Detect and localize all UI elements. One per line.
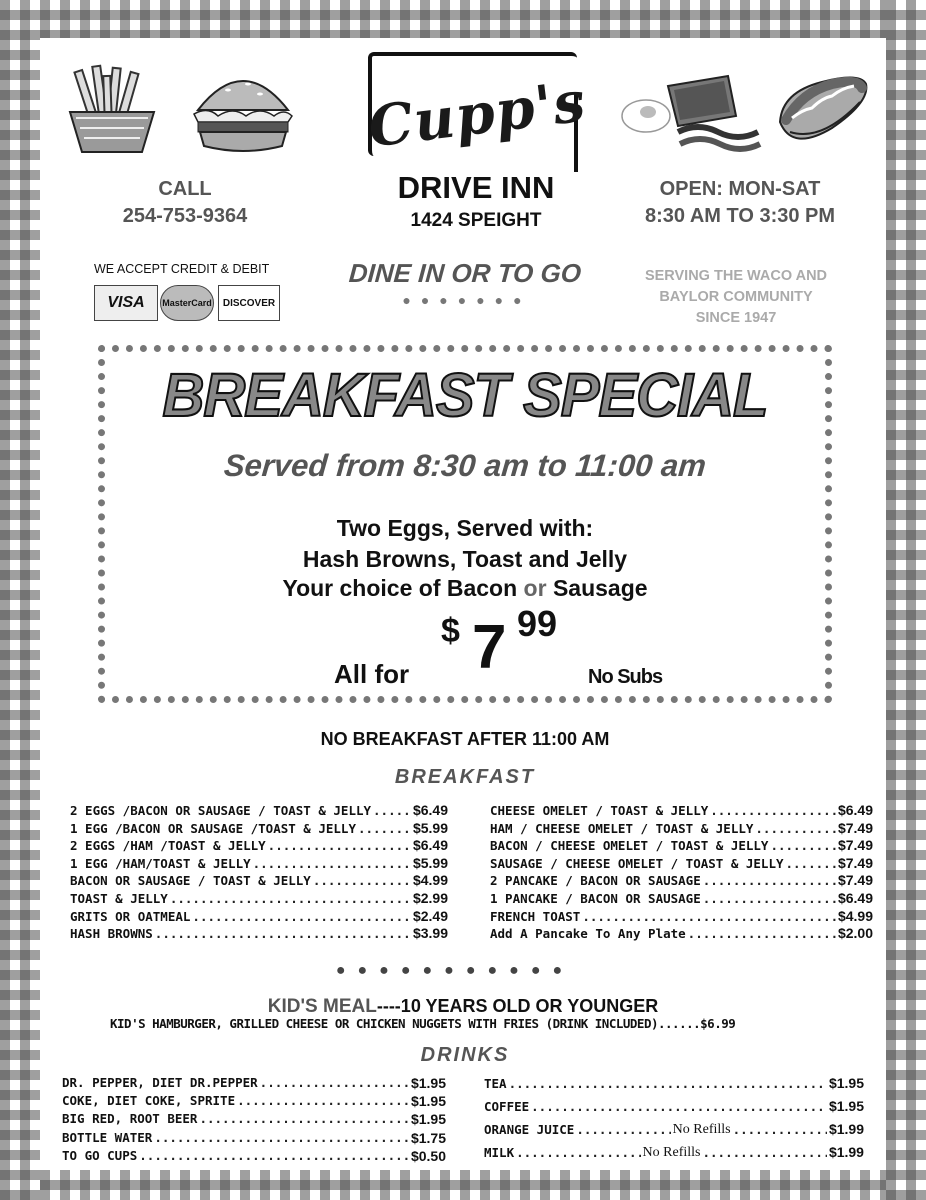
menu-item-name: TOAST & JELLY	[70, 890, 168, 906]
special-line-3: Your choice of Bacon or Sausage	[282, 575, 648, 601]
menu-item-price: $1.95	[410, 1075, 446, 1091]
dot-leader	[688, 925, 836, 943]
menu-item-name: BACON / CHEESE OMELET / TOAST & JELLY	[490, 838, 769, 854]
breakfast-list-left	[70, 802, 448, 943]
menu-item-name: CHEESE OMELET / TOAST & JELLY	[490, 803, 709, 818]
menu-item-name: GRITS OR OATMEAL	[70, 908, 191, 924]
dot-leader	[531, 1095, 827, 1118]
dot-leader	[770, 837, 836, 855]
menu-item-price: $1.95	[828, 1075, 864, 1091]
menu-item-name: 2 EGGS /HAM /TOAST & JELLY	[70, 838, 266, 854]
dot-leader	[576, 1118, 670, 1141]
dot-leader	[155, 925, 411, 943]
menu-row	[70, 855, 448, 873]
menu-item-name: COKE, DIET COKE, SPRITE	[62, 1093, 236, 1109]
menu-item-name: TO GO CUPS	[62, 1147, 138, 1163]
menu-item-price: $5.99	[412, 819, 448, 836]
special-line-2: Hash Browns, Toast and Jelly	[302, 546, 628, 572]
menu-row	[62, 1110, 446, 1128]
kids-meal-title: KID'S MEAL----10 YEARS OLD OR YOUNGER	[267, 996, 659, 1017]
menu-row	[484, 1141, 864, 1164]
menu-row	[62, 1074, 446, 1092]
open-hours: 8:30 AM TO 3:30 PM	[644, 205, 836, 227]
menu-item-price: $3.99	[412, 925, 448, 942]
dot-leader	[703, 1141, 827, 1164]
dot-leader	[582, 908, 836, 926]
menu-item-price: $1.95	[410, 1111, 446, 1128]
drinks-list-right	[484, 1072, 864, 1164]
dot-divider: ●●●●●●●	[402, 292, 532, 308]
menu-item-name: TEA	[484, 1076, 507, 1091]
dot-leader	[154, 1129, 409, 1147]
menu-item-name: HAM / CHEESE OMELET / TOAST & JELLY	[490, 820, 754, 836]
menu-item-name: BIG RED, ROOT BEER	[62, 1111, 198, 1127]
dot-leader	[755, 820, 836, 838]
all-for-label: All for	[334, 659, 410, 689]
menu-item-name: 1 EGG /BACON OR SAUSAGE /TOAST & JELLY	[70, 820, 356, 836]
dot-leader	[703, 872, 836, 890]
menu-item-name: 1 EGG /HAM/TOAST & JELLY	[70, 855, 251, 871]
dot-leader	[268, 837, 411, 855]
special-price-whole: 7	[472, 613, 507, 682]
hotdog-icon	[772, 62, 872, 162]
menu-item-price: $1.95	[410, 1093, 446, 1110]
menu-row	[484, 1118, 864, 1141]
menu-item-name: SAUSAGE / CHEESE OMELET / TOAST & JELLY	[490, 855, 784, 871]
menu-row	[62, 1092, 446, 1110]
menu-item-name: MILK	[484, 1145, 515, 1160]
checkered-border-left	[0, 0, 40, 1200]
menu-item-price: $1.75	[410, 1129, 446, 1146]
menu-item-price: $2.99	[412, 889, 448, 906]
menu-item-price: $1.99	[828, 1121, 864, 1137]
menu-row	[70, 890, 448, 908]
menu-item-price: $7.49	[837, 854, 873, 871]
menu-row	[70, 802, 448, 820]
menu-row	[62, 1147, 446, 1165]
dot-leader	[509, 1072, 827, 1095]
menu-item-price: $2.49	[412, 907, 448, 924]
menu-item-price: $0.50	[410, 1147, 446, 1164]
menu-row	[490, 872, 873, 890]
dot-leader	[170, 890, 411, 908]
menu-item-name: BACON OR SAUSAGE / TOAST & JELLY	[70, 873, 311, 889]
menu-item-price: $2.00	[837, 925, 873, 942]
dot-leader	[237, 1092, 409, 1110]
menu-item-price: $6.49	[412, 802, 448, 818]
open-days: OPEN: MON-SAT	[659, 178, 821, 200]
no-subs-label: No Subs	[588, 666, 663, 688]
fries-icon	[62, 62, 162, 162]
menu-item-price: $7.49	[837, 837, 873, 854]
dot-leader	[199, 1110, 408, 1128]
serving-since: SERVING THE WACO AND BAYLOR COMMUNITY SINCE 1947	[644, 268, 828, 326]
drinks-heading: DRINKS	[420, 1044, 510, 1066]
menu-row	[62, 1129, 446, 1147]
menu-item-name: DR. PEPPER, DIET DR.PEPPER	[62, 1075, 258, 1090]
call-label: CALL	[158, 178, 212, 200]
menu-item-price: $6.49	[412, 837, 448, 854]
checkered-border-bottom	[0, 1170, 926, 1200]
menu-item-price: $1.99	[828, 1144, 864, 1160]
menu-item-price: $5.99	[412, 854, 448, 871]
menu-row	[490, 890, 873, 908]
brand-name: Cupp's	[364, 68, 590, 161]
breakfast-plate-icon	[618, 66, 768, 166]
dot-leader	[192, 908, 411, 926]
checkered-border-right	[886, 0, 926, 1200]
menu-row	[490, 908, 873, 926]
special-served-time: Served from 8:30 am to 11:00 am	[222, 448, 708, 483]
menu-item-name: ORANGE JUICE	[484, 1122, 575, 1137]
menu-row	[70, 837, 448, 855]
dot-leader	[516, 1141, 640, 1164]
menu-item-note: No Refills	[672, 1122, 731, 1137]
menu-item-name: 2 EGGS /BACON OR SAUSAGE / TOAST & JELLY	[70, 803, 372, 818]
address: 1424 SPEIGHT	[410, 210, 542, 231]
dine-in-or-to-go: DINE IN OR TO GO	[347, 258, 583, 288]
menu-row	[70, 872, 448, 890]
cupps-logo	[364, 52, 590, 172]
dot-leader	[313, 872, 411, 890]
discover-card-icon: DISCOVER	[218, 285, 280, 321]
menu-item-price: $1.95	[828, 1098, 864, 1114]
menu-item-name: BOTTLE WATER	[62, 1129, 153, 1145]
visa-card-icon: VISA	[94, 285, 158, 321]
menu-item-name: 1 PANCAKE / BACON OR SAUSAGE	[490, 890, 701, 906]
dot-leader	[253, 855, 411, 873]
phone-number[interactable]: 254-753-9364	[122, 205, 248, 227]
menu-item-name: 2 PANCAKE / BACON OR SAUSAGE	[490, 873, 701, 889]
checkered-border-top	[0, 0, 926, 38]
menu-row	[70, 820, 448, 838]
menu-row	[490, 802, 873, 820]
dot-leader	[373, 802, 411, 820]
menu-row	[484, 1095, 864, 1118]
menu-row	[70, 908, 448, 926]
dot-leader	[703, 890, 836, 908]
burger-icon	[188, 62, 298, 162]
dot-leader	[710, 802, 836, 820]
no-breakfast-notice: NO BREAKFAST AFTER 11:00 AM	[320, 729, 610, 749]
payment-text: WE ACCEPT CREDIT & DEBIT	[94, 262, 270, 276]
menu-item-note: No Refills	[642, 1145, 701, 1160]
menu-row	[490, 820, 873, 838]
special-line-1: Two Eggs, Served with:	[336, 515, 594, 541]
menu-row	[70, 925, 448, 943]
menu-item-price: $7.49	[837, 872, 873, 889]
menu-item-name: HASH BROWNS	[70, 926, 153, 942]
dot-leader	[358, 820, 411, 838]
breakfast-list-right	[490, 802, 873, 943]
menu-item-price: $7.49	[837, 819, 873, 836]
menu-item-name: FRENCH TOAST	[490, 908, 581, 924]
menu-item-price: $6.49	[837, 802, 873, 818]
menu-item-price: $6.49	[837, 889, 873, 906]
menu-item-name: COFFEE	[484, 1099, 530, 1114]
menu-item-price: $4.99	[412, 872, 448, 889]
menu-item-name: Add A Pancake To Any Plate	[490, 926, 686, 942]
drive-inn-title: DRIVE INN	[397, 170, 555, 205]
menu-row	[490, 925, 873, 943]
menu-row	[490, 837, 873, 855]
drinks-list-left	[62, 1074, 446, 1165]
dot-divider-large: ●●●●●●●●●●●	[335, 962, 575, 979]
breakfast-special-title: BREAKFAST SPECIAL	[162, 361, 768, 430]
dot-leader	[260, 1074, 409, 1092]
dot-leader	[139, 1147, 409, 1165]
menu-row	[484, 1072, 864, 1095]
dot-leader	[786, 855, 836, 873]
menu-row	[490, 855, 873, 873]
special-price-cents: 99	[517, 603, 558, 644]
kids-meal-description: KID'S HAMBURGER, GRILLED CHEESE OR CHICKEN NUGGETS WITH FRIES (DRINK INCLUDED)......$6.99	[110, 1016, 736, 1031]
menu-item-price: $4.99	[837, 907, 873, 924]
dot-leader	[733, 1118, 827, 1141]
mastercard-icon: MasterCard	[160, 285, 214, 321]
breakfast-heading: BREAKFAST	[394, 766, 536, 788]
special-price-dollar: $	[441, 612, 460, 650]
